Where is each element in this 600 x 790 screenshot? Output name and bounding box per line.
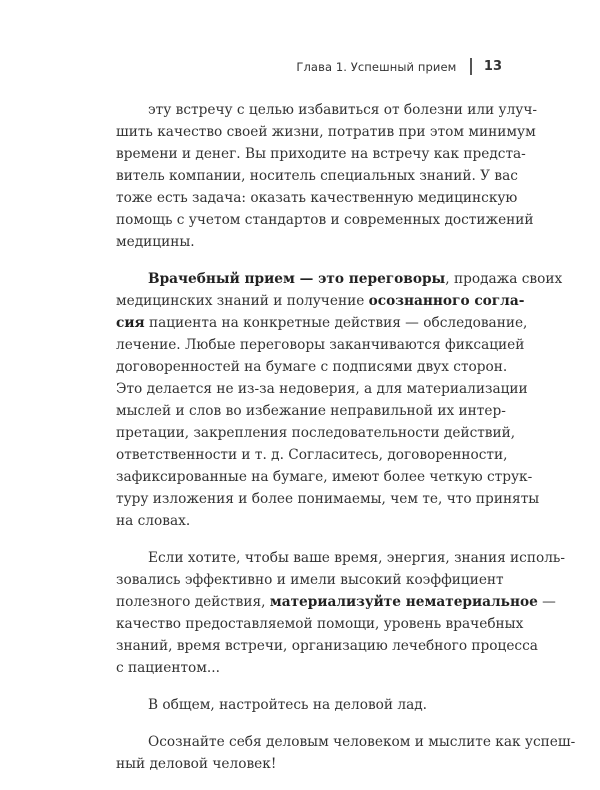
page-number: 13 <box>483 59 502 74</box>
paragraph-business-mood <box>116 694 503 716</box>
text-line <box>116 268 563 290</box>
text-line: Если хотите, чтобы ваше время, энергия, знания исполь- <box>148 550 565 566</box>
emphasis-informed-consent: осознанного согла- <box>368 293 525 309</box>
emphasis-materialize: материализуйте нематериальное <box>269 594 538 610</box>
text-line: витель компании, носитель специальных знаний. У вас <box>116 168 518 184</box>
text-line: тоже есть задача: оказать качественную медицинскую <box>116 190 518 206</box>
text-line: туру изложения и более понимаемы, чем те, что приняты <box>116 491 540 507</box>
text-line: зовались эффективно и имели высокий коэффициент <box>116 572 504 588</box>
text-line <box>116 290 525 312</box>
text-run: полезного действия, <box>116 594 270 610</box>
text-line: ный деловой человек! <box>116 756 277 772</box>
text-run: , продажа своих <box>445 271 563 287</box>
text-line: претации, закрепления последовательности действий, <box>116 425 516 441</box>
text-line: времени и денег. Вы приходите на встречу как предста- <box>116 146 526 162</box>
text-line: зафиксированные на бумаге, имеют более четкую струк- <box>116 469 533 485</box>
text-line: ответственности и т. д. Согласитесь, договоренности, <box>116 447 508 463</box>
text-line: мыслей и слов во избежание неправильной их интер- <box>116 403 506 419</box>
text-line: В общем, настройтесь на деловой лад. <box>148 697 428 713</box>
paragraph-materialize <box>116 547 565 679</box>
text-line: Осознайте себя деловым человеком и мыслите как успеш- <box>148 734 576 750</box>
paragraph-negotiations <box>116 268 563 532</box>
text-run: пациента на конкретные действия — обследование, <box>144 315 528 331</box>
header-divider <box>470 58 472 75</box>
text-line: с пациентом... <box>116 660 220 676</box>
body-text <box>116 99 576 790</box>
text-line: шить качество своей жизни, потратив при этом минимум <box>116 124 536 140</box>
text-line: качество предоставляемой помощи, уровень врачебных <box>116 616 524 632</box>
text-line: лечение. Любые переговоры заканчиваются фиксацией <box>116 337 525 353</box>
chapter-title: Глава 1. Успешный прием <box>296 59 457 74</box>
text-line: Это делается не из-за недоверия, а для материализации <box>116 381 528 397</box>
emphasis-informed-consent-end: сия <box>116 315 145 331</box>
text-run: медицинских знаний и получение <box>116 293 369 309</box>
text-line: договоренностей на бумаге с подписями двух сторон. <box>116 359 508 375</box>
emphasis-negotiations: Врачебный прием — это переговоры <box>148 271 446 287</box>
text-line: на словах. <box>116 513 191 529</box>
text-line: помощь с учетом стандартов и современных достижений <box>116 212 534 228</box>
paragraph-business-person <box>116 731 576 775</box>
running-head <box>296 58 502 75</box>
text-line <box>116 591 556 613</box>
text-run: — <box>537 594 556 610</box>
text-line: медицины. <box>116 234 195 250</box>
text-line: знаний, время встречи, организацию лечебного процесса <box>116 638 538 654</box>
text-line <box>116 312 528 334</box>
paragraph-continuation <box>116 99 537 253</box>
text-line: эту встречу с целью избавиться от болезни или улуч- <box>148 102 537 118</box>
